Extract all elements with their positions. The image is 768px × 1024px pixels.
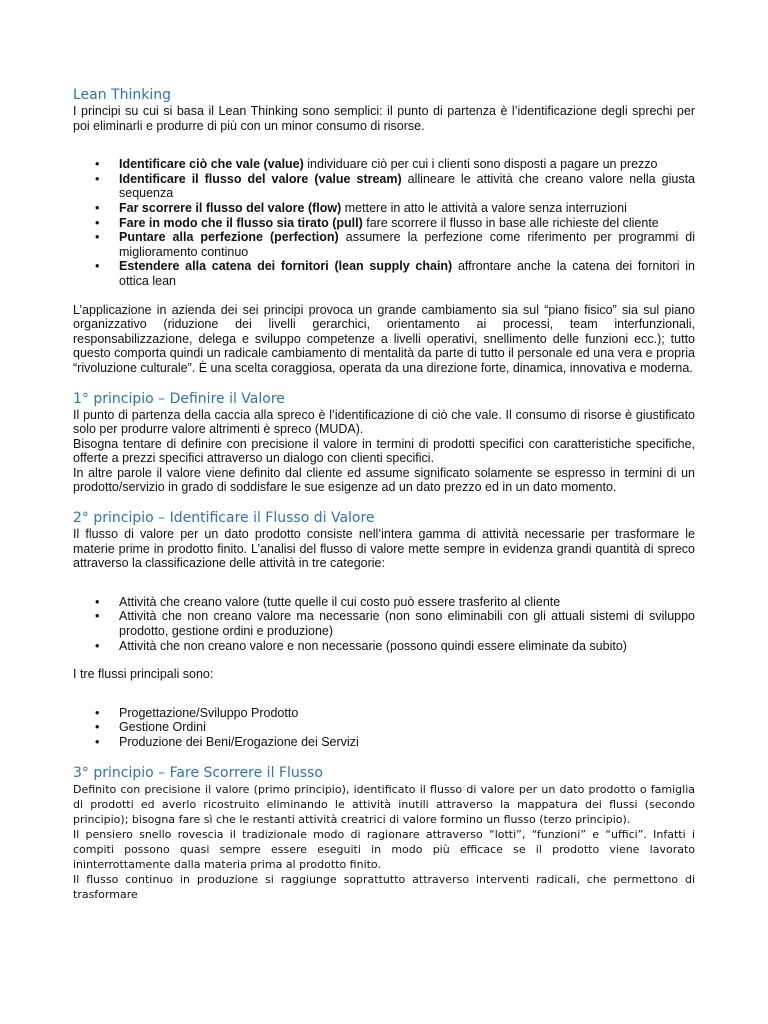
list-item: • Attività che creano valore (tutte quelle il cui costo può essere trasferito al cliente <box>95 594 561 609</box>
lean-intro-paragraph: I principi su cui si basa il Lean Thinking sono semplici: il punto di partenza è l’identificazione degli sprechi per poi eliminarli e produrre di più con un minor consumo di risorse. <box>73 104 695 133</box>
bullet-icon: • <box>95 638 100 653</box>
bullet-icon: • <box>95 720 100 735</box>
principle-1-line-3: In altre parole il valore viene definito dal cliente ed assume significato solamente se espresso in termini di un prodotto/servizio in grado di soddisfare le sue esigenze ad un dato prezzo ed in un dato momento. <box>73 465 695 495</box>
list-item: • Fare in modo che il flusso sia tirato (pull) fare scorrere il flusso in base alle richieste del cliente <box>95 215 659 230</box>
bullet-icon: • <box>95 157 100 172</box>
bullet-icon: • <box>95 259 100 274</box>
bullet-icon: • <box>95 609 100 624</box>
bullet-icon: • <box>95 705 100 720</box>
flows-intro: I tre flussi principali sono: <box>73 667 214 682</box>
heading-principle-1: 1° principio – Definire il Valore <box>73 390 285 407</box>
activity-categories-list <box>73 595 695 653</box>
bullet-icon: • <box>95 215 100 230</box>
heading-principle-2: 2° principio – Identificare il Flusso di Valore <box>73 510 375 527</box>
heading-principle-3: 3° principio – Fare Scorrere il Flusso <box>73 764 323 781</box>
list-item: • Puntare alla perfezione (perfection) assumere la perfezione come riferimento per programmi di miglioramento continuo <box>95 230 695 259</box>
list-item: • Far scorrere il flusso del valore (flow) mettere in atto le attività a valore senza interruzioni <box>95 200 627 215</box>
list-item: • Produzione dei Beni/Erogazione dei Servizi <box>95 735 359 749</box>
principle-3-line-3: Il flusso continuo in produzione si raggiunge soprattutto attraverso interventi radicali, che permettono di trasformare <box>73 872 695 901</box>
list-item: • Gestione Ordini <box>95 720 206 735</box>
document-page <box>73 86 695 902</box>
list-item: • Identificare il flusso del valore (value stream) allineare le attività che creano valore nella giusta sequenza <box>95 171 695 201</box>
principle-3-line-2: Il pensiero snello rovescia il tradizionale modo di ragionare attraverso “lotti”, “funzioni” e “uffici”. Infatti i compiti possono quasi sempre essere eseguiti in modo più efficace se il prodotto viene lavorato ininterrottamente dalla materia prima al prodotto finito. <box>73 827 695 871</box>
bullet-icon: • <box>95 230 100 245</box>
lean-outro-paragraph: L’applicazione in azienda dei sei principi provoca un grande cambiamento sia sul “piano fisico” sia sul piano organizzativo (riduzione dei livelli gerarchici, orientamento ai processi, team interfunzionali, responsabilizzazione, delega e sviluppo competenze a livelli operativi, snellimento delle funzioni ecc.); tutto questo comporta quindi un radicale cambiamento di mentalità da parte di tutto il personale ed una vera e propria “rivoluzione culturale”. È una scelta coraggiosa, operata da una direzione forte, dinamica, innovativa e moderna. <box>73 302 695 375</box>
bullet-icon: • <box>95 171 100 186</box>
principles-list <box>73 157 695 288</box>
main-flows-list <box>73 706 695 750</box>
bullet-icon: • <box>95 594 100 609</box>
bullet-icon: • <box>95 735 100 749</box>
list-item: • Identificare ciò che vale (value) individuare ciò per cui i clienti sono disposti a pagare un prezzo <box>95 157 658 172</box>
list-item: • Attività che non creano valore e non necessarie (possono quindi essere eliminate da subito) <box>95 638 627 653</box>
heading-lean-thinking: Lean Thinking <box>73 87 172 103</box>
list-item: • Progettazione/Sviluppo Prodotto <box>95 705 299 720</box>
principle-1-line-1: Il punto di partenza della caccia alla spreco è l’identificazione di ciò che vale. Il consumo di risorse è giustificato solo per produrre valore altrimenti è spreco (MUDA). <box>73 407 695 437</box>
principle-1-line-2: Bisogna tentare di definire con precisione il valore in termini di prodotti specifici con caratteristiche specifiche, offerte a prezzi specifici attraverso un dialogo con clienti specifici. <box>73 436 695 466</box>
principle-3-line-1: Definito con precisione il valore (primo principio), identificato il flusso di valore per un dato prodotto o famiglia di prodotti ed averlo ricostruito eliminando le attività inutili attraverso la mappatura dei flussi (secondo principio); bisogna fare sì che le restanti attività creatrici di valore formino un flusso (terzo principio). <box>73 782 695 826</box>
principle-2-intro: Il flusso di valore per un dato prodotto consiste nell’intera gamma di attività necessarie per trasformare le materie prime in prodotto finito. L’analisi del flusso di valore mette sempre in evidenza grandi quantità di spreco attraverso la classificazione delle attività in tre categorie: <box>73 527 695 571</box>
list-item: • Estendere alla catena dei fornitori (lean supply chain) affrontare anche la catena dei fornitori in ottica lean <box>95 259 695 288</box>
bullet-icon: • <box>95 200 100 215</box>
list-item: • Attività che non creano valore ma necessarie (non sono eliminabili con gli attuali sistemi di sviluppo prodotto, gestione ordini e produzione) <box>95 609 695 639</box>
